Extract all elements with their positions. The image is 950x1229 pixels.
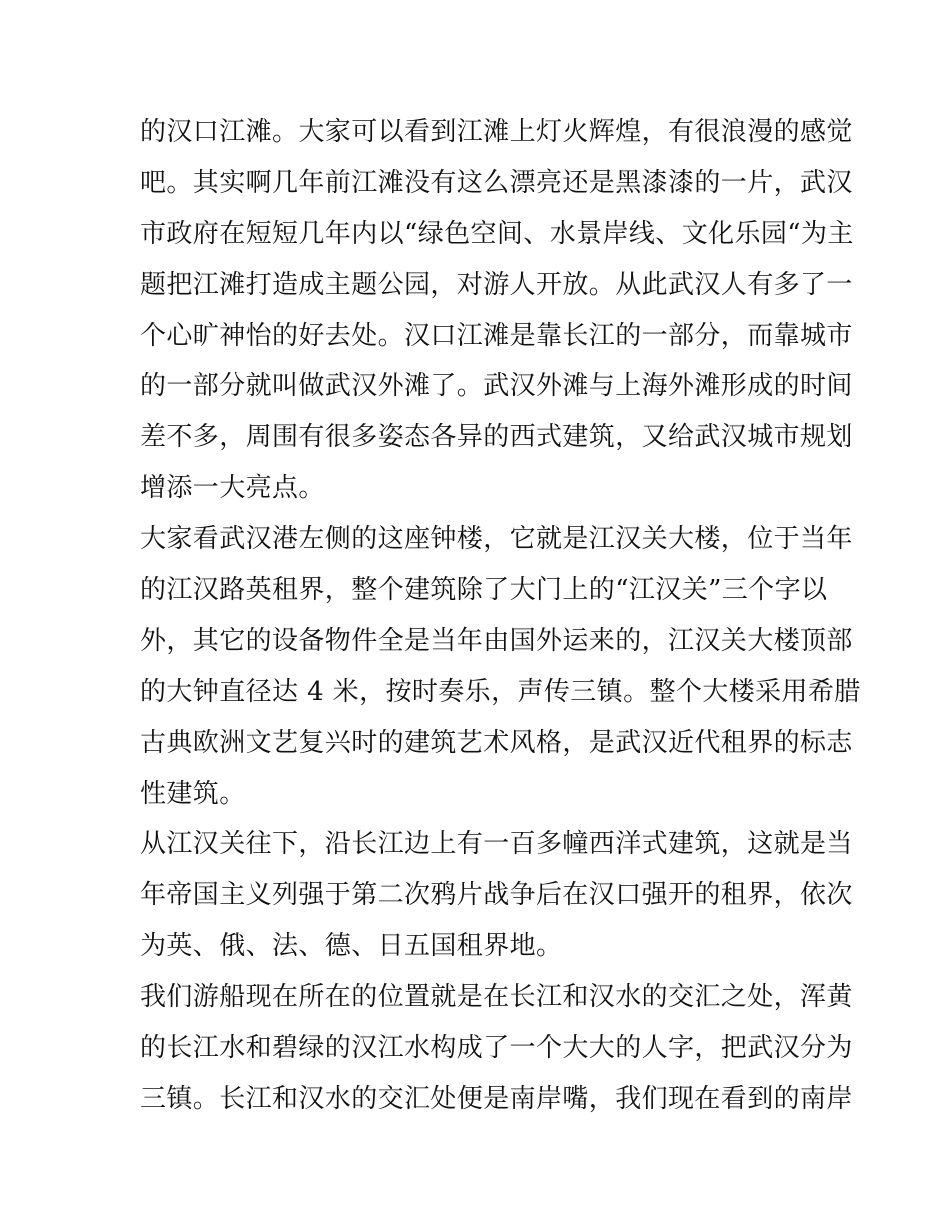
body-text — [140, 107, 861, 1125]
text-line: 市政府在短短几年内以“绿色空间、水景岸线、文化乐园“为主 — [140, 218, 854, 249]
text-line: 古典欧洲文艺复兴时的建筑艺术风格，是武汉近代租界的标志 — [140, 727, 853, 758]
text-line: 题把江滩打造成主题公园，对游人开放。从此武汉人有多了一 — [140, 269, 853, 300]
text-line: 性建筑。 — [140, 778, 246, 809]
text-line: 的一部分就叫做武汉外滩了。武汉外滩与上海外滩形成的时间 — [140, 371, 853, 402]
text-line: 的江汉路英租界，整个建筑除了大门上的“江汉关”三个字以 — [140, 575, 828, 606]
text-line: 的长江水和碧绿的汉江水构成了一个大大的人字，把武汉分为 — [140, 1033, 853, 1064]
text-line: 的大钟直径达 4 米，按时奏乐，声传三镇。整个大楼采用希腊 — [140, 676, 861, 707]
text-line: 外，其它的设备物件全是当年由国外运来的，江汉关大楼顶部 — [140, 625, 853, 656]
text-line: 三镇。长江和汉水的交汇处便是南岸嘴，我们现在看到的南岸 — [140, 1083, 853, 1114]
text-line: 吧。其实啊几年前江滩没有这么漂亮还是黑漆漆的一片，武汉 — [140, 167, 853, 198]
text-line: 差不多，周围有很多姿态各异的西式建筑，又给武汉城市规划 — [140, 422, 853, 453]
text-line: 大家看武汉港左侧的这座钟楼，它就是江汉关大楼，位于当年 — [140, 524, 853, 555]
text-line: 我们游船现在所在的位置就是在长江和汉水的交汇之处，浑黄 — [140, 982, 853, 1013]
text-line: 从江汉关往下，沿长江边上有一百多幢西洋式建筑，这就是当 — [140, 829, 853, 860]
text-line: 年帝国主义列强于第二次鸦片战争后在汉口强开的租界，依次 — [140, 880, 853, 911]
text-line: 的汉口江滩。大家可以看到江滩上灯火辉煌，有很浪漫的感觉 — [140, 117, 853, 147]
text-line: 增添一大亮点。 — [140, 473, 325, 504]
text-line: 为英、俄、法、德、日五国租界地。 — [140, 931, 563, 962]
text-line: 个心旷神怡的好去处。汉口江滩是靠长江的一部分，而靠城市 — [140, 320, 853, 351]
